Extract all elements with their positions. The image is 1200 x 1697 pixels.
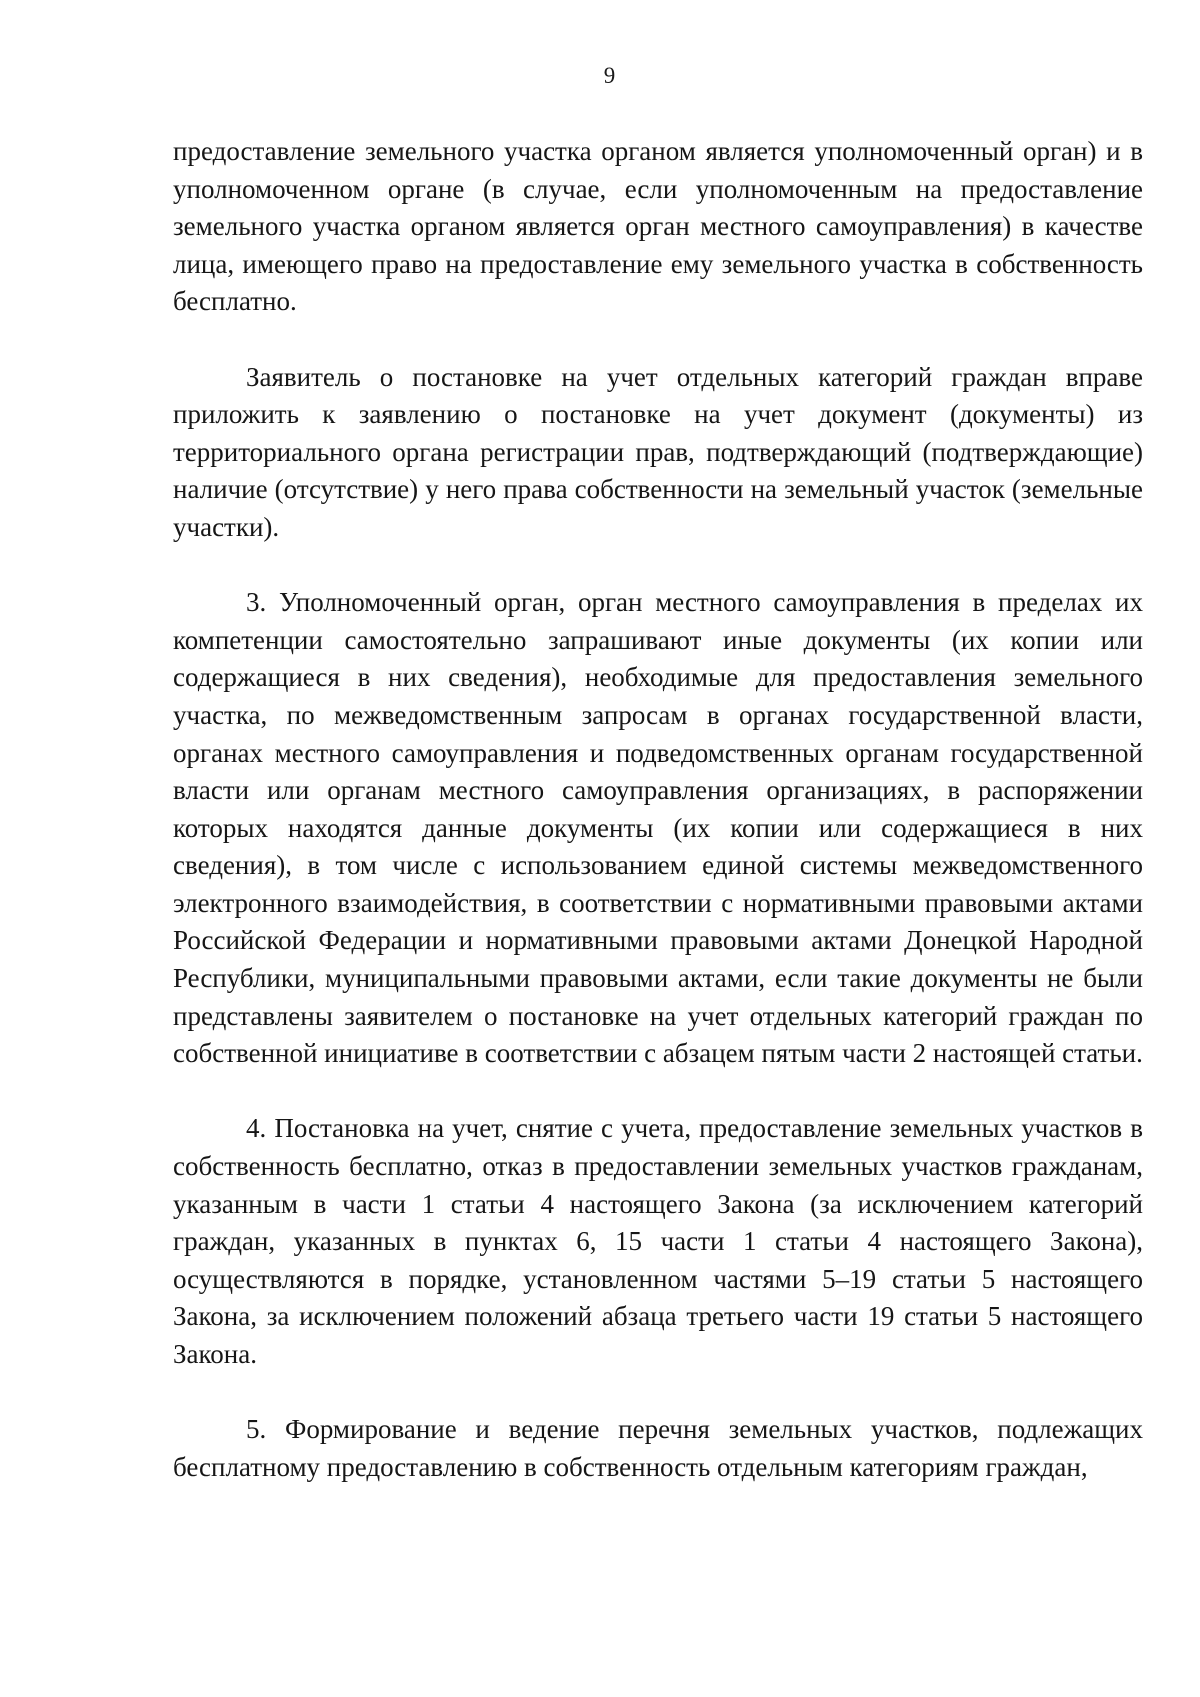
paragraph-item-3: 3. Уполномоченный орган, орган местного самоуправления в пределах их компетенции самостоятельно запрашивают иные документы (их копии или содержащиеся в них сведения), необходимые для предоставления земельного участка, по межведомственным запросам в органах государственной власти, органах местного самоуправления и подведомственных органам государственной власти или органам местного самоуправления организациях, в распоряжении которых находятся данные документы (их копии или содержащиеся в них сведения), в том числе с использованием единой системы межведомственного электронного взаимодействия, в соответствии с нормативными правовыми актами Российской Федерации и нормативными правовыми актами Донецкой Народной Республики, муниципальными правовыми актами, если такие документы не были представлены заявителем о постановке на учет отдельных категорий граждан по собственной инициативе в соответствии с абзацем пятым части 2 настоящей статьи. [173, 587, 1143, 1069]
paragraph-applicant-right: Заявитель о постановке на учет отдельных категорий граждан вправе приложить к заявлению о постановке на учет документ (документы) из территориального органа регистрации прав, подтверждающий (подтверждающие) наличие (отсутствие) у него права собственности на земельный участок (земельные участки). [173, 361, 1143, 542]
paragraph-item-4: 4. Постановка на учет, снятие с учета, предоставление земельных участков в собственность бесплатно, отказ в предоставлении земельных участков гражданам, указанным в части 1 статьи 4 настоящего Закона (за исключением категорий граждан, указанных в пунктах 6, 15 части 1 статьи 4 настоящего Закона), осуществляются в порядке, установленном частями 5–19 статьи 5 настоящего Закона, за исключением положений абзаца третьего части 19 статьи 5 настоящего Закона. [173, 1113, 1143, 1369]
paragraph-item-5: 5. Формирование и ведение перечня земельных участков, подлежащих бесплатному предоставлению в собственность отдельным категориям граждан, [173, 1414, 1143, 1482]
paragraph-continuation: предоставление земельного участка органом является уполномоченный орган) и в уполномоченном органе (в случае, если уполномоченным на предоставление земельного участка органом является орган местного самоуправления) в качестве лица, имеющего право на предоставление ему земельного участка в собственность бесплатно. [173, 136, 1143, 317]
document-body [173, 133, 1143, 1486]
page-number: 9 [603, 63, 616, 88]
